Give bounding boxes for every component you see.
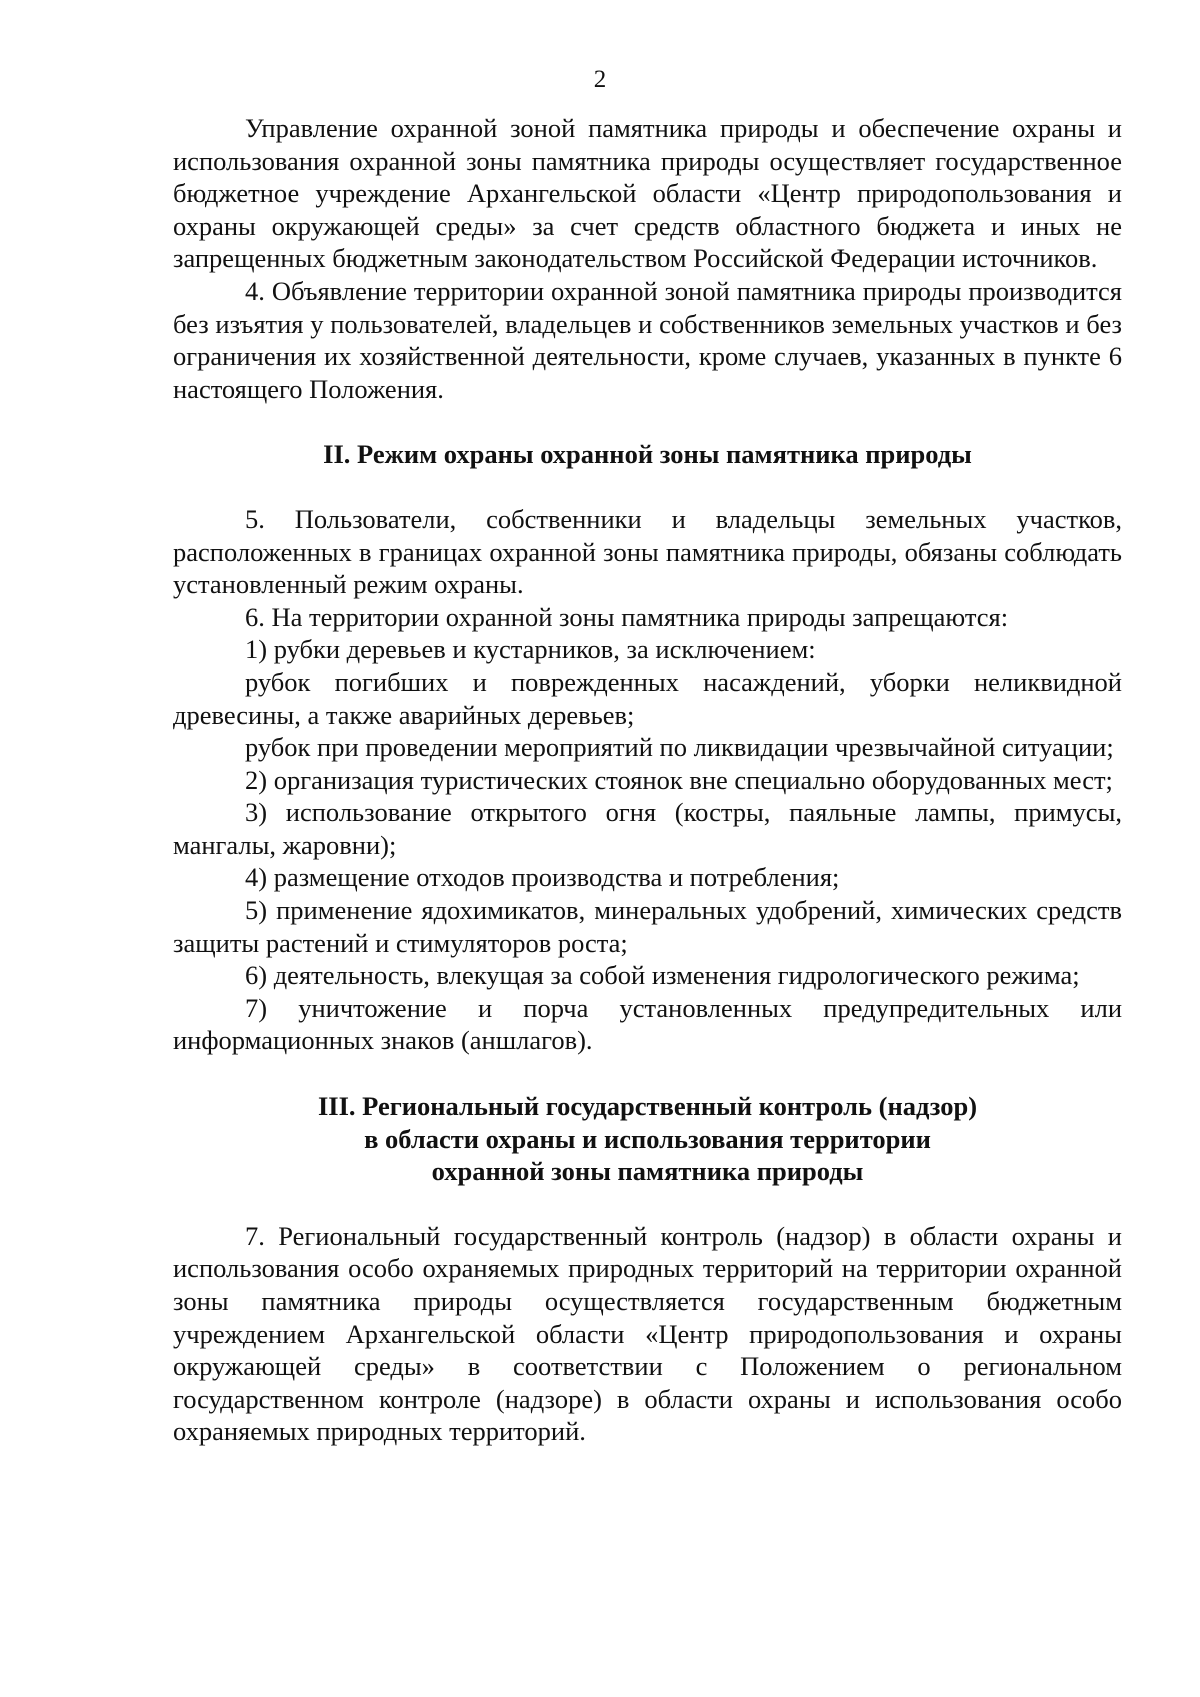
section-heading-3-line-2: в области охраны и использования территории [364,1123,931,1154]
section-heading-2: II. Режим охраны охранной зоны памятника природы [323,439,972,470]
list-subitem-dead-stands: рубок погибших и поврежденных насаждений, уборки неликвидной древесины, а также аварийных деревьев; [173,666,1122,730]
list-item-2: 2) организация туристических стоянок вне специально оборудованных мест; [245,764,1113,795]
paragraph-item-7: 7. Региональный государственный контроль (надзор) в области охраны и использования особо охраняемых природных территорий на территории охранной зоны памятника природы осуществляется государственным бюджетным учреждением Архангельской области «Центр природопользования и охраны окружающей среды» в соответствии с Положением о региональном государственном контроле (надзоре) в области охраны и использования особо охраняемых природных территорий. [173,1220,1122,1447]
paragraph-item-4: 4. Объявление территории охранной зоной памятника природы производится без изъятия у пользователей, владельцев и собственников земельных участков и без ограничения их хозяйственной деятельности, кроме случаев, указанных в пункте 6 настоящего Положения. [173,275,1122,404]
list-item-7: 7) уничтожение и порча установленных предупредительных или информационных знаков (аншлагов). [173,992,1122,1056]
list-item-6: 6) деятельность, влекущая за собой изменения гидрологического режима; [245,960,1080,991]
section-heading-3-line-3: охранной зоны памятника природы [431,1156,864,1187]
paragraph-item-6: 6. На территории охранной зоны памятника природы запрещаются: [245,601,1009,632]
list-subitem-emergency: рубок при проведении мероприятий по ликвидации чрезвычайной ситуации; [245,732,1114,763]
section-heading-3 [173,1090,1122,1188]
document-body [173,112,1122,1448]
list-item-4: 4) размещение отходов производства и потребления; [245,862,840,893]
list-item-5: 5) применение ядохимикатов, минеральных удобрений, химических средств защиты растений и стимуляторов роста; [173,895,1122,958]
paragraph-management: Управление охранной зоной памятника природы и обеспечение охраны и использования охранной зоны памятника природы осуществляет государственное бюджетное учреждение Архангельской области «Центр природопользования и охраны окружающей среды» за счет средств областного бюджета и иных не запрещенных бюджетным законодательством Российской Федерации источников. [173,113,1122,274]
list-item-3: 3) использование открытого огня (костры, паяльные лампы, примусы, мангалы, жаровни); [173,797,1122,860]
page-number: 2 [593,66,607,93]
section-heading-3-line-1: III. Региональный государственный контроль (надзор) [317,1091,978,1122]
paragraph-item-5: 5. Пользователи, собственники и владельцы земельных участков, расположенных в границах охранной зоны памятника природы, обязаны соблюдать установленный режим охраны. [173,503,1122,600]
list-item-1: 1) рубки деревьев и кустарников, за исключением: [245,634,816,665]
